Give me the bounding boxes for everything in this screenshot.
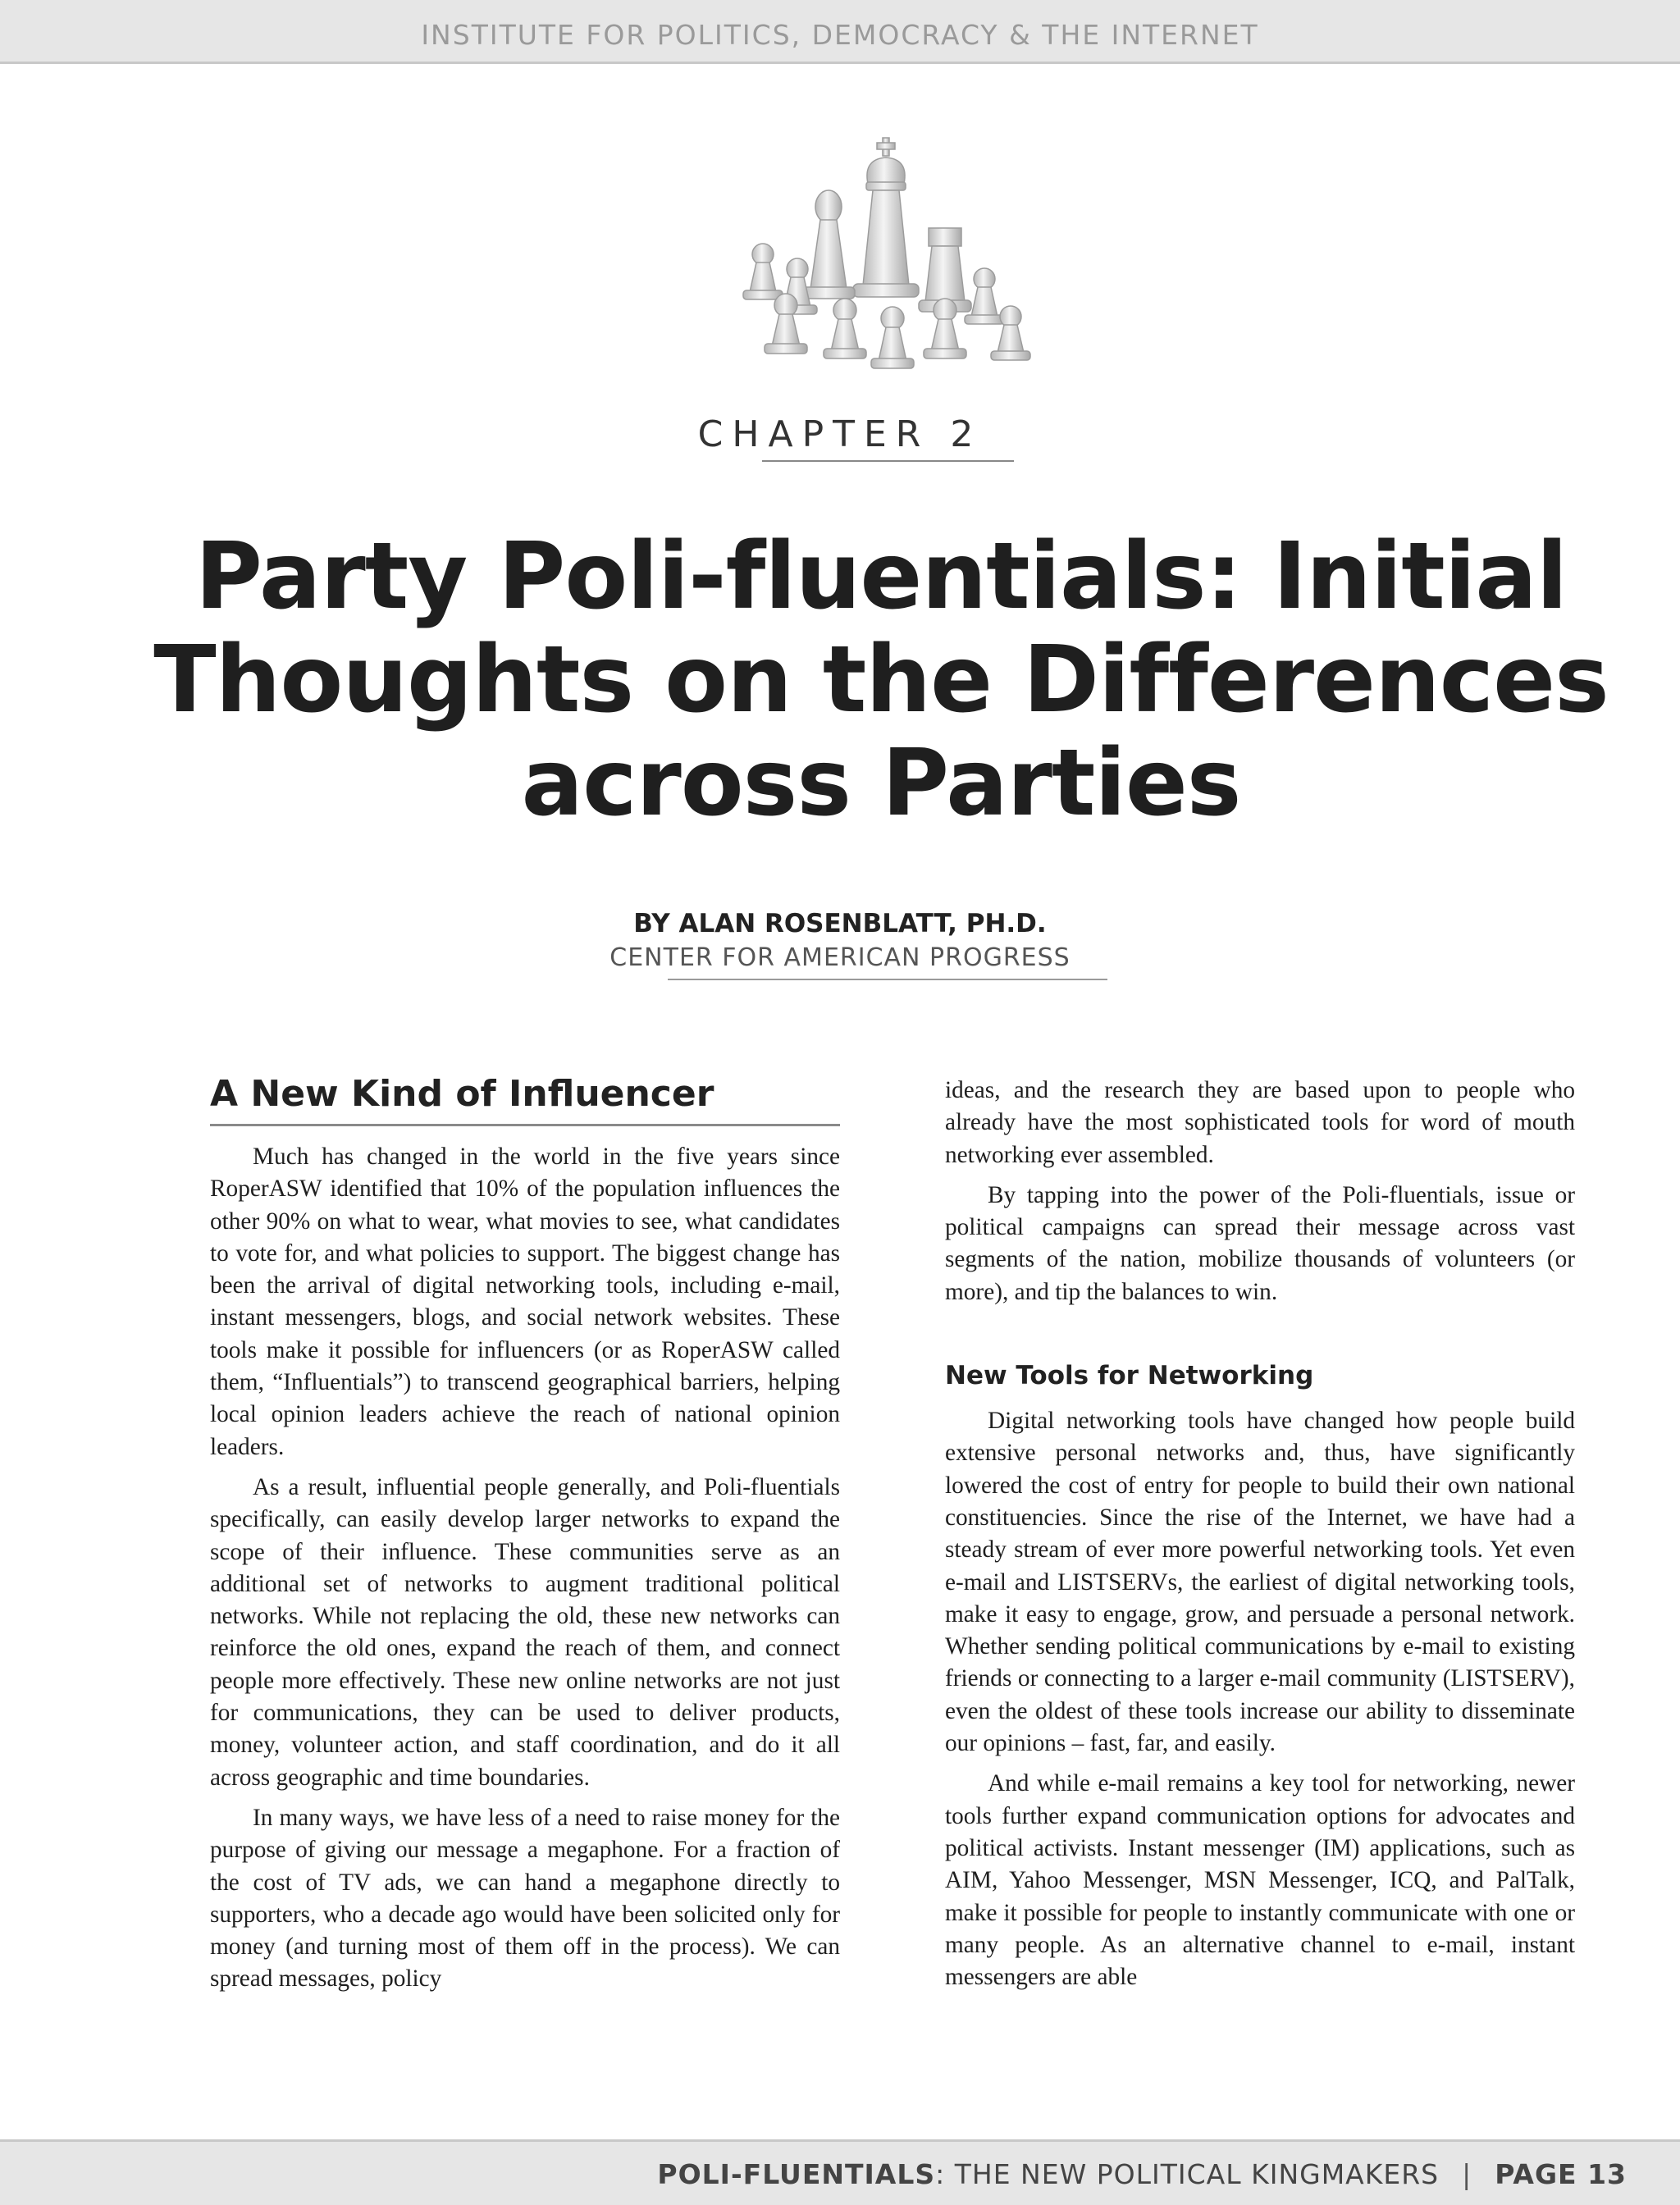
body-paragraph: As a result, influential people generally, and Poli-fluentials specifically, can easily develop larger networks to expand the scope of their influence. These communities serve as an additional set of networks to augment traditional political networks. While not replacing the old, these new networks can reinforce the old ones, expand the reach of them, and connect people more effectively. These new online networks are not just for communications, they can be used to deliver products, money, volunteer action, and staff coordination, and do it all across geographic and time boundaries.: [210, 1473, 840, 1791]
chapter-underline: [762, 460, 1014, 462]
running-header: [0, 0, 1680, 64]
book-title-bold: POLI-FLUENTIALS: [657, 2158, 936, 2190]
author-byline: BY ALAN ROSENBLATT, PH.D.: [633, 909, 1047, 938]
subsection-heading: New Tools for Networking: [945, 1361, 1314, 1391]
body-paragraph: Much has changed in the world in the five years since RoperASW identified that 10% of the population influences the other 90% on what to wear, what movies to see, what candidates to vote for, and what policies to support. The biggest change has been the arrival of digital networking tools, including e-mail, instant messengers, blogs, and social network websites. These tools make it possible for influencers (or as RoperASW called them, “Influentials”) to transcend geographical barriers, helping local opinion leaders achieve the reach of national opinion leaders.: [210, 1144, 840, 1460]
institute-name: INSTITUTE FOR POLITICS, DEMOCRACY & THE INTERNET: [421, 19, 1259, 51]
book-title-rest: : THE NEW POLITICAL KINGMAKERS: [935, 2158, 1440, 2190]
affiliation-underline: [668, 979, 1107, 980]
section-heading: A New Kind of Influencer: [210, 1073, 840, 1126]
chapter-title: Party Poli-fluentials: Initial Thoughts on the Differences across Parties: [153, 523, 1609, 837]
body-paragraph-continued: ideas, and the research they are based upon to people who already have the most sophisticated tools for word of mouth networking ever assembled.: [945, 1077, 1575, 1168]
body-paragraph: And while e-mail remains a key tool for networking, newer tools further expand communication options for advocates and political activists. Instant messenger (IM) applications, such as AIM, Yahoo Messenger, MSN Messenger, ICQ, and PalTalk, make it possible for people to instantly communicate with one or many people. As an alternative channel to e-mail, instant messengers are able: [945, 1770, 1575, 1991]
body-paragraph: In many ways, we have less of a need to raise money for the purpose of giving our message a megaphone. For a fraction of the cost of TV ads, we can hand a megaphone directly to supporters, who a decade ago would have been solicited only for money (and turning most of them off in the process). We can spread messages, policy: [210, 1804, 840, 1993]
running-footer: [0, 2139, 1680, 2205]
page-number: PAGE 13: [1495, 2158, 1627, 2190]
body-paragraph: Digital networking tools have changed how people build extensive personal networks and, thus, have significantly lowered the cost of entry for people to build their own national constituencies. Since the rise of the Internet, we have had a steady stream of ever more powerful networking tools. Yet even e-mail and LISTSERVs, the earliest of digital networking tools, make it easy to engage, grow, and persuade a personal network. Whether sending political communications by e-mail to existing friends or connecting to a larger e-mail community (LISTSERV), even the oldest of these tools increase our ability to disseminate our opinions – fast, far, and easily.: [945, 1408, 1575, 1757]
left-column: [210, 1073, 840, 2004]
chapter-label: CHAPTER 2: [697, 413, 983, 455]
author-affiliation: CENTER FOR AMERICAN PROGRESS: [609, 943, 1071, 972]
chess-pieces-icon: [722, 131, 1034, 381]
footer-separator: |: [1462, 2158, 1472, 2190]
right-column: [945, 1075, 1575, 2002]
body-paragraph: By tapping into the power of the Poli-fluentials, issue or political campaigns can spread their message across vast segments of the nation, mobilize thousands of volunteers (or more), and tip the balances to win.: [945, 1181, 1575, 1305]
footer-text: [657, 2158, 1627, 2190]
